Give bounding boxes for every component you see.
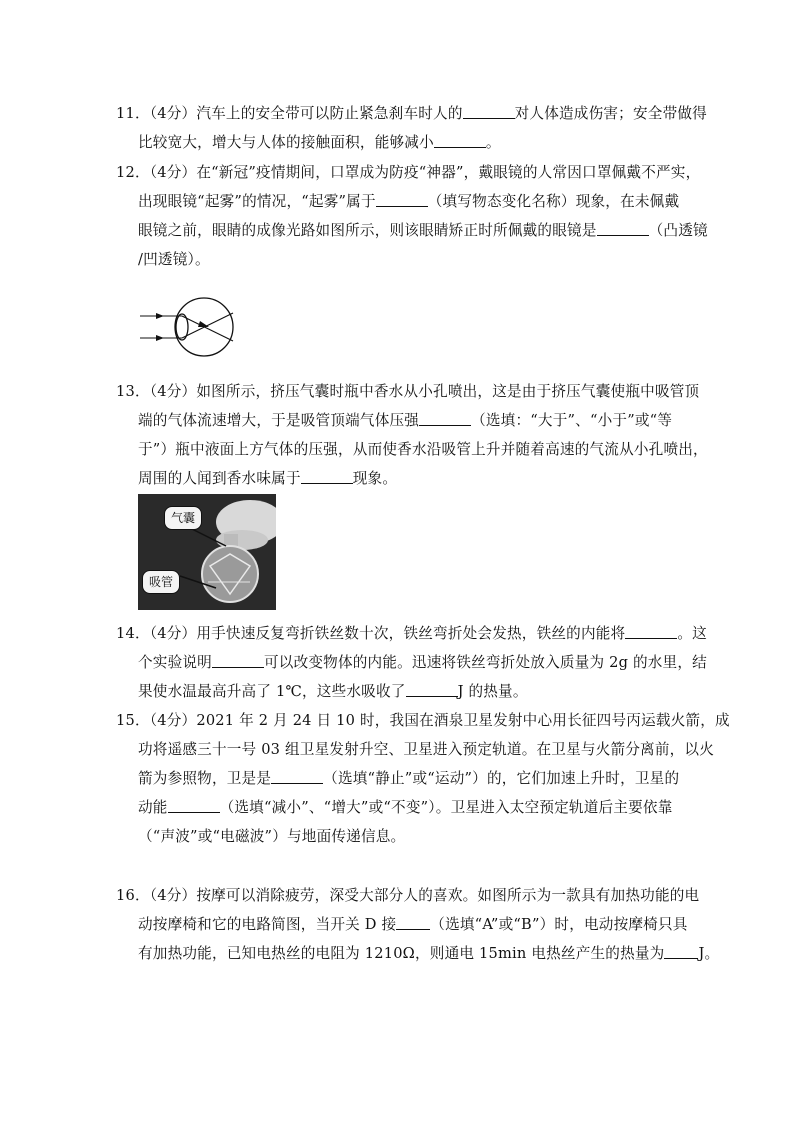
refracted-ray-bottom bbox=[182, 313, 233, 338]
q16-text-3a: 有加热功能，已知电热丝的电阻为 1210Ω，则通电 15min 电热丝产生的热量为 bbox=[138, 945, 665, 962]
q14-line-1 bbox=[116, 619, 707, 648]
q14-text-2b: 可以改变物体的内能。迅速将铁丝弯折处放入质量为 2g 的水里，结 bbox=[263, 654, 707, 671]
q15-line-1: 15．（4分）2021 年 2 月 24 日 10 时，我国在酒泉卫星发射中心用长征四号丙运载火箭，成 bbox=[116, 712, 730, 729]
q13-text-4a: 周围的人闻到香水味属于 bbox=[138, 470, 301, 487]
question-11 bbox=[116, 99, 707, 157]
q12-blank-1[interactable] bbox=[376, 191, 428, 207]
q12-text-3a: 眼镜之前，眼睛的成像光路如图所示，则该眼睛矫正时所佩戴的眼镜是 bbox=[138, 222, 597, 239]
q16-line-1: 16．（4分）按摩可以消除疲劳，深受大部分人的喜欢。如图所示为一款具有加热功能的电 bbox=[116, 887, 700, 904]
q14-text-1b: 。这 bbox=[677, 625, 707, 642]
perfume-bottle-photo bbox=[138, 494, 276, 610]
q14-blank-2[interactable] bbox=[212, 652, 264, 668]
q15-text-3b: （选填“静止”或“运动”）的，它们加速上升时，卫星的 bbox=[323, 770, 680, 787]
eye-diagram bbox=[138, 296, 242, 358]
q11-text-1a: 11．（4分）汽车上的安全带可以防止紧急刹车时人的 bbox=[116, 105, 463, 122]
q13-blank-1[interactable] bbox=[419, 410, 471, 426]
q13-line-2 bbox=[116, 406, 676, 435]
question-16 bbox=[116, 881, 720, 968]
q12-text-2b: （填写物态变化名称）现象，在未佩戴 bbox=[427, 193, 680, 210]
q16-text-2a: 动按摩椅和它的电路简图，当开关 D 接 bbox=[138, 916, 397, 933]
q15-text-4a: 动能 bbox=[138, 799, 168, 816]
label-suction-tube: 吸管 bbox=[142, 570, 180, 594]
q16-text-2b: （选填“A”或“B”）时，电动按摩椅只具 bbox=[430, 916, 688, 933]
q11-blank-2[interactable] bbox=[434, 132, 486, 148]
focus-arrow bbox=[198, 321, 209, 327]
q13-text-2b: （选填：“大于”、“小于”或“等 bbox=[471, 412, 673, 429]
q11-line-2 bbox=[116, 128, 676, 157]
q16-line-3 bbox=[116, 939, 720, 968]
q13-text-4b: 现象。 bbox=[352, 470, 398, 487]
q14-text-1a: 14．（4分）用手快速反复弯折铁丝数十次，铁丝弯折处会发热，铁丝的内能将 bbox=[116, 625, 626, 642]
q14-text-3a: 果使水温最高升高了 1℃，这些水吸收了 bbox=[138, 683, 406, 700]
q12-blank-2[interactable] bbox=[597, 220, 649, 236]
q13-blank-2[interactable] bbox=[301, 468, 353, 484]
q11-text-2a: 比较宽大，增大与人体的接触面积，能够减小 bbox=[138, 134, 434, 151]
q13-line-1: 13．（4分）如图所示，挤压气囊时瓶中香水从小孔喷出，这是由于挤压气囊使瓶中吸管顶 bbox=[116, 383, 700, 400]
q12-line-4: /凹透镜）。 bbox=[138, 251, 210, 268]
q14-line-2 bbox=[116, 648, 707, 677]
q11-text-1b: 对人体造成伤害；安全带做得 bbox=[514, 105, 707, 122]
q16-blank-1[interactable] bbox=[396, 914, 430, 930]
q15-blank-2[interactable] bbox=[168, 797, 220, 813]
ray-arrow-bottom bbox=[156, 335, 164, 341]
question-14 bbox=[116, 619, 707, 706]
q12-text-2a: 出现眼镜“起雾”的情况，“起雾”属于 bbox=[138, 193, 376, 210]
q16-line-2 bbox=[116, 910, 688, 939]
q14-text-3b: J 的热量。 bbox=[457, 683, 528, 700]
question-15 bbox=[116, 706, 730, 851]
q13-text-2a: 端的气体流速增大，于是吸管顶端气体压强 bbox=[138, 412, 420, 429]
q14-text-2a: 个实验说明 bbox=[138, 654, 212, 671]
q16-blank-2[interactable] bbox=[664, 943, 698, 959]
q15-text-3a: 箭为参照物，卫是是 bbox=[138, 770, 272, 787]
q14-blank-3[interactable] bbox=[406, 681, 458, 697]
q16-text-3b: J。 bbox=[698, 945, 720, 962]
q13-line-3: 于”）瓶中液面上方气体的压强，从而使香水沿吸管上升并随着高速的气流从小孔喷出， bbox=[138, 441, 708, 458]
q15-line-2: 功将遥感三十一号 03 组卫星发射升空、卫星进入预定轨道。在卫星与火箭分离前，以火 bbox=[138, 741, 715, 758]
q12-line-1: 12．（4分）在“新冠”疫情期间，口罩成为防疫“神器”，戴眼镜的人常因口罩佩戴不严实， bbox=[116, 164, 701, 181]
refracted-ray-top bbox=[182, 316, 233, 341]
q12-line-2 bbox=[116, 187, 680, 216]
q13-line-4 bbox=[116, 464, 676, 493]
question-13 bbox=[116, 377, 708, 493]
q14-line-3 bbox=[116, 677, 676, 706]
q11-text-2b: 。 bbox=[485, 134, 501, 151]
q11-line-1 bbox=[116, 99, 707, 128]
ray-arrow-top bbox=[156, 313, 164, 319]
q15-blank-1[interactable] bbox=[271, 768, 323, 784]
question-12 bbox=[116, 158, 708, 274]
q14-blank-1[interactable] bbox=[625, 623, 677, 639]
q15-line-5: （“声波”或“电磁波”）与地面传递信息。 bbox=[138, 828, 406, 845]
q15-line-4 bbox=[116, 793, 676, 822]
q12-text-3b: （凸透镜 bbox=[648, 222, 708, 239]
label-air-bulb: 气囊 bbox=[164, 506, 202, 530]
q15-line-3 bbox=[116, 764, 680, 793]
q12-line-3 bbox=[116, 216, 708, 245]
q11-blank-1[interactable] bbox=[463, 103, 515, 119]
q15-text-4b: （选填“减小”、“增大”或“不变”）。卫星进入太空预定轨道后主要依靠 bbox=[219, 799, 673, 816]
